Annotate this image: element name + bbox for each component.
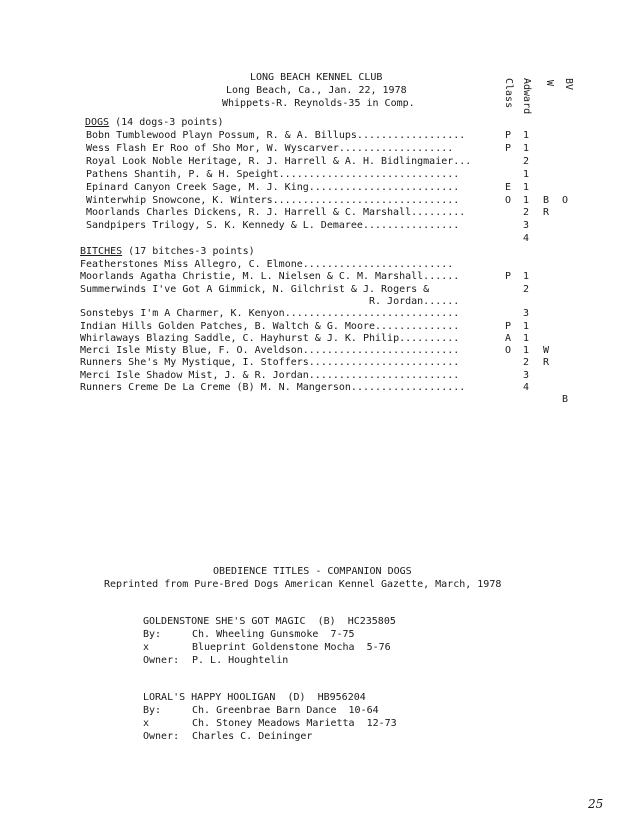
entry-award: 2: [522, 155, 530, 167]
page-number: 25: [588, 797, 604, 811]
entry-winners: W: [542, 345, 550, 357]
entry-award: 1: [522, 320, 530, 332]
entry-text: Sonstebys I'm A Charmer, K. Kenyon.............................: [80, 308, 460, 320]
owner-name: Charles C. Deininger: [192, 731, 313, 742]
entry-award: 1: [522, 332, 530, 344]
dogs-section-heading: [85, 117, 223, 129]
dam-label: x: [143, 642, 150, 653]
entry-class: O: [504, 194, 512, 206]
entry-text: Featherstones Miss Allegro, C. Elmone.........................: [80, 259, 454, 270]
entry-winners: R: [542, 207, 550, 219]
entry-text: Sandpipers Trilogy, S. K. Kennedy & L. Demaree................: [86, 220, 460, 232]
entry-class: O: [504, 345, 512, 357]
entry-text: Summerwinds I've Got A Gimmick, N. Gilchrist & J. Rogers &: [80, 283, 430, 295]
entry-award: 2: [522, 283, 530, 295]
entry-text: Whirlaways Blazing Saddle, C. Hayhurst & J. K. Philip..........: [80, 332, 460, 344]
dam-name: Blueprint Goldenstone Mocha 5-76: [192, 642, 391, 653]
judge-line: Whippets-R. Reynolds-35 in Comp.: [222, 98, 415, 109]
obedience-title: OBEDIENCE TITLES - COMPANION DOGS: [213, 566, 412, 577]
entry-award: 4: [522, 382, 530, 393]
entry-text: Winterwhip Snowcone, K. Winters...............................: [86, 194, 460, 206]
entry-award: 1: [522, 181, 530, 193]
sire-label: By:: [143, 705, 162, 716]
entry-bv: B: [561, 394, 569, 406]
entry-award: 4: [522, 233, 530, 245]
entry-award: 1: [522, 168, 530, 180]
bv-column-header: BV: [563, 78, 574, 91]
entry-winners: B: [542, 194, 550, 206]
bitches-heading-note: (17 bitches-3 points): [122, 246, 255, 257]
owner-label: Owner:: [143, 731, 180, 742]
entry-text: Runners She's My Mystique, I. Stoffers.........................: [80, 357, 460, 369]
entry-text: Indian Hills Golden Patches, B. Waltch & G. Moore..............: [80, 320, 460, 332]
entry-class: P: [504, 271, 512, 283]
entry-award: 3: [522, 220, 530, 232]
entry-award: 2: [522, 357, 530, 369]
bitches-section-heading: [80, 246, 255, 258]
show-location-date: Long Beach, Ca., Jan. 22, 1978: [226, 85, 407, 96]
club-title: LONG BEACH KENNEL CLUB: [250, 72, 383, 83]
entry-award: 1: [522, 271, 530, 283]
sire-name: Ch. Wheeling Gunsmoke 7-75: [192, 629, 355, 640]
record-name: LORAL'S HAPPY HOOLIGAN (D) HB956204: [143, 692, 366, 703]
entry-text: R. Jordan......: [80, 295, 460, 307]
entry-text: Pathens Shantih, P. & H. Speight..............................: [86, 168, 460, 180]
owner-label: Owner:: [143, 655, 180, 666]
dam-label: x: [143, 718, 150, 729]
obedience-subtitle: Reprinted from Pure-Bred Dogs American Kennel Gazette, March, 1978: [104, 579, 502, 590]
sire-name: Ch. Greenbrae Barn Dance 10-64: [192, 705, 379, 716]
entry-text: Epinard Canyon Creek Sage, M. J. King.........................: [86, 181, 460, 193]
entry-award: 1: [522, 194, 530, 206]
class-column-header: Class: [503, 78, 514, 109]
entry-award: 3: [522, 308, 530, 320]
owner-name: P. L. Houghtelin: [192, 655, 289, 666]
entry-winners: R: [542, 357, 550, 369]
entry-award: 2: [522, 207, 530, 219]
entry-text: Merci Isle Shadow Mist, J. & R. Jordan.........................: [80, 369, 460, 381]
entry-class: P: [504, 130, 512, 141]
entry-award: 1: [522, 345, 530, 357]
entry-text: Runners Creme De La Creme (B) M. N. Mangerson...................: [80, 382, 466, 393]
record-name: GOLDENSTONE SHE'S GOT MAGIC (B) HC235805: [143, 616, 396, 627]
dogs-heading: DOGS: [85, 117, 110, 128]
bitches-heading: BITCHES: [80, 246, 123, 257]
entry-text: Royal Look Noble Heritage, R. J. Harrell & A. H. Bidlingmaier...: [86, 155, 472, 167]
entry-text: Moorlands Agatha Christie, M. L. Nielsen & C. M. Marshall......: [80, 271, 460, 283]
entry-class: P: [504, 320, 512, 332]
award-column-header: Adward: [521, 78, 532, 115]
sire-label: By:: [143, 629, 162, 640]
entry-award: 1: [522, 142, 530, 154]
entry-award: 1: [522, 130, 530, 141]
entry-bv: O: [561, 194, 569, 206]
dogs-heading-note: (14 dogs-3 points): [109, 117, 224, 128]
entry-class: P: [504, 142, 512, 154]
entry-class: E: [504, 181, 512, 193]
entry-award: 3: [522, 369, 530, 381]
entry-class: A: [504, 332, 512, 344]
entry-text: Bobn Tumblewood Playn Possum, R. & A. Billups..................: [86, 130, 466, 141]
entry-text: Wess Flash Er Roo of Sho Mor, W. Wyscarver...................: [86, 142, 454, 154]
entry-text: Moorlands Charles Dickens, R. J. Harrell & C. Marshall.........: [86, 207, 466, 219]
winners-column-header: W: [544, 80, 555, 87]
entry-text: Merci Isle Misty Blue, F. O. Aveldson..........................: [80, 345, 460, 357]
dam-name: Ch. Stoney Meadows Marietta 12-73: [192, 718, 397, 729]
